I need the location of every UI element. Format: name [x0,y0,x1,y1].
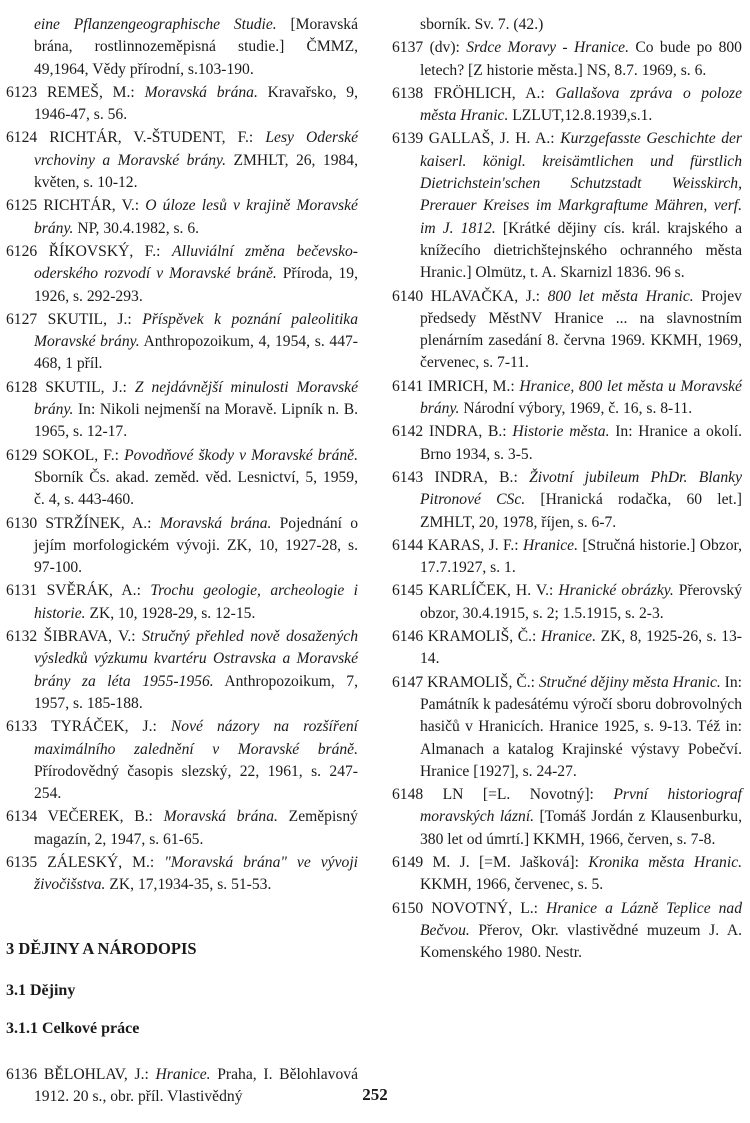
entry-author: (dv): [429,39,460,57]
bibliography-entry [6,241,358,308]
entry-title: Hranice. [155,1065,211,1083]
right-column [392,14,742,965]
entry-number: 6137 [392,39,424,57]
entry-title: Gallašova zpráva o poloze města Hranic. [420,84,742,125]
entry-title: Hranice. [523,536,578,554]
entry-details: In: Nikoli nejmenší na Moravě. Lipník n. B. 1965, s. 12-17. [34,401,358,441]
entry-author: SKUTIL, J.: [45,378,127,396]
entry-author: BĚLOHLAV, J.: [43,1065,149,1083]
entry-details: NP, 30.4.1982, s. 6. [73,219,200,237]
entry-number: 6131 [6,582,38,600]
bibliography-entry [6,445,358,512]
entry-details: Sborník Čs. akad. zeměd. věd. Lesnictví, 5, 1959, č. 4, s. 443-460. [34,468,358,509]
entry-title: Kurzgefasste Geschichte der kaiserl. königl. kreisämtlichen und fürstlich Dietrichstein'schen Schutzstadt Weisskirch, Prerauer Kreises im Markgraftume Mähren, verf. im J. 1812. [420,130,742,237]
entry-author: GALLAŠ, J. H. A.: [428,130,555,148]
entry-list [392,14,742,964]
entry-title: První historiograf moravských lázní. [420,786,742,826]
bibliography-entry [392,535,742,580]
entry-details: Národní výbory, 1969, č. 16, s. 8-11. [459,400,693,418]
entry-number: 6146 [392,628,424,646]
entry-number: 6150 [392,899,424,917]
entry-details: Praha, I. Bělohlavová 1912. 20 s., obr. příl. Vlastivědný [34,1065,358,1105]
bibliography-entry [392,128,742,284]
entry-number: 6143 [392,468,424,486]
entry-number: 6128 [6,378,38,396]
bibliography-entry [392,580,742,625]
entry-number: 6133 [6,718,38,736]
entry-number: 6139 [392,130,424,148]
entry-number: 6132 [6,628,38,646]
entry-author: INDRA, B.: [434,468,518,486]
bibliography-entry [392,898,742,965]
entry-number: 6130 [6,514,38,532]
entry-author: M. J. [=M. Jašková]: [432,853,579,871]
entry-details: Co bude po 800 letech? [Z historie města.] NS, 8.7. 1969, s. 6. [420,39,742,79]
entry-title: Trochu geologie, archeologie i historie. [34,582,358,622]
entry-title: "Moravská brána" ve vývoji živočišstva. [34,853,358,894]
entry-details: Příroda, 19, 1926, s. 292-293. [34,265,358,305]
bibliography-entry [392,421,742,466]
entry-details: [Stručná historie.] Obzor, 17.7.1927, s. 1. [420,536,742,577]
entry-number: 6123 [6,83,38,101]
entry-title: Hranické obrázky. [558,582,674,600]
entry-number: 6127 [6,310,38,328]
entry-title: Moravská brána. [163,808,278,826]
entry-number: 6140 [392,287,424,305]
entry-number: 6147 [392,673,424,691]
bibliography-entry [392,784,742,851]
bibliography-entry [6,82,358,127]
entry-details: In: Památník k padesátému výročí sboru dobrovolných hasičů v Hranicích. Hranice 1925, s. 9-13. Též in: Almanach a katalog Krajinské výstavy Pobečví. Hranice [1927], s. 24-27. [420,673,742,780]
entry-author: SOKOL, F.: [42,446,119,464]
entry-title: Alluviální změna bečevsko-oderského rozvodí v Moravské bráně. [34,242,358,283]
entry-author: INDRA, B.: [428,423,507,441]
entry-number: 6142 [392,423,424,441]
entry-details: [Krátké dějiny cís. král. krajského a knížecího dietrichštejnského ochranného města Hranic.] Olmütz, t. A. Skarnizl 1836. 96 s. [420,219,742,282]
entry-title: Hranice a Lázně Teplice nad Bečvou. [420,899,743,939]
entry-details: Přerov, Okr. vlastivědné muzeum J. A. Komenského 1980. Nestr. [420,921,742,962]
entry-title: Příspěvek k poznání paleolitika Moravské brány. [34,310,358,351]
entry-title: Hranice, 800 let města u Moravské brány. [420,377,742,418]
entry-author: ZÁLESKÝ, M.: [47,853,155,871]
entry-title: Srdce Moravy - Hranice. [466,39,629,57]
entry-number: 6148 [392,786,424,804]
entry-number: 6125 [6,197,38,215]
bibliography-entry [6,806,358,851]
entry-number: 6136 [6,1065,38,1083]
entry-author: KARLÍČEK, H. V.: [428,582,554,600]
bibliography-entry [392,672,742,783]
bibliography-entry [392,37,742,82]
entry-title: Nové názory na rozšíření maximálního zalednění v Moravské bráně. [34,718,358,758]
entry-author: HLAVAČKA, J.: [430,287,540,305]
entry-title: Životní jubileum PhDr. Blanky Pitronové CSc. [420,468,742,509]
entry-details: [Tomáš Jordán z Klausenburku, 380 let od úmrtí.] KKMH, 1966, červen, s. 7-8. [420,808,742,848]
entry-author: REMEŠ, M.: [46,83,135,101]
bibliography-entry [6,513,358,580]
bibliography-entry [6,14,358,81]
entry-number: 6144 [392,536,424,554]
entry-details: Projev předsedy MěstNV Hranice ... na slavnostním plenárním zasedání 8. června 1969. KKMH, 1969, červenec, s. 7-11. [420,287,742,372]
entry-title: Z nejdávnější minulosti Moravské brány. [34,378,358,419]
entry-title: Moravská brána. [144,83,258,101]
entry-author: STRŽÍNEK, A.: [45,514,152,532]
bibliography-entry [6,580,358,625]
entry-number: 6135 [6,853,38,871]
entry-details: Anthropozoikum, 4, 1954, s. 447-468, 1 příl. [34,333,358,373]
entry-author: TYRÁČEK, J.: [50,718,157,736]
entry-title: Moravská brána. [159,514,272,532]
entry-details: ZK, 17,1934-35, s. 51-53. [105,876,272,894]
entry-details: ZK, 10, 1928-29, s. 12-15. [85,604,256,622]
entry-title: Lesy Oderské vrchoviny a Moravské brány. [34,129,358,169]
section-heading: 3 DĚJINY A NÁRODOPIS [6,938,197,958]
entry-author: NOVOTNÝ, L.: [431,899,538,917]
bibliography-entry [392,14,742,36]
entry-number: 6134 [6,808,38,826]
entry-details: Pojednání o jejím morfologickém vývoji. ZK, 10, 1927-28, s. 97-100. [34,514,358,577]
entry-author: KRAMOLIŠ, Č.: [427,628,537,646]
entry-details: Anthropozoikum, 7, 1957, s. 185-188. [34,672,358,712]
entry-author: SKUTIL, J.: [47,310,132,328]
entry-number: 6149 [392,853,424,871]
entry-number: 6126 [6,242,38,260]
entry-details: LZLUT,12.8.1939,s.1. [508,107,653,125]
bibliography-entry [6,852,358,897]
entry-details: Zeměpisný magazín, 2, 1947, s. 61-65. [34,808,358,848]
bibliography-entry [6,716,358,805]
entry-author: FRÖHLICH, A.: [433,84,545,102]
entry-details: Kravařsko, 9, 1946-47, s. 56. [34,83,358,124]
bibliography-entry [392,467,742,534]
entry-title: 800 let města Hranic. [547,287,694,305]
entry-number: 6124 [6,129,38,147]
entry-details: Přírodovědný časopis slezský, 22, 1961, s. 247-254. [34,762,358,803]
bibliography-entry [6,377,358,444]
entry-author: VEČEREK, B.: [47,808,153,826]
entry-title: Stručný přehled nově dosažených výsledků výzkumu kvartéru Ostravska a Moravské brány za léta 1955-1956. [34,628,358,690]
entry-details: Přerovský obzor, 30.4.1915, s. 2; 1.5.1915, s. 2-3. [420,582,743,622]
bibliography-entry [6,626,358,715]
bibliography-entry [392,286,742,375]
entry-number: 6141 [392,377,424,395]
entry-details: In: Hranice a okolí. Brno 1934, s. 3-5. [420,423,742,463]
entry-author: LN [=L. Novotný]: [442,786,594,804]
entry-details: [Moravská brána, rostlinnozeměpisná studie.] ČMMZ, 49,1964, Vědy přírodní, s.103-190. [34,16,358,78]
entry-title: Hranice. [540,628,596,646]
entry-list [6,14,358,897]
bibliography-entry [392,83,742,128]
entry-title: O úloze lesů v krajině Moravské brány. [34,197,358,237]
entry-author: IMRICH, M.: [427,377,515,395]
entry-title: Stručné dějiny města Hranic. [538,673,721,691]
entry-title: eine Pflanzengeographische Studie. [34,16,277,33]
entry-author: RICHTÁR, V.: [43,197,140,215]
entry-details: ZK, 8, 1925-26, s. 13-14. [420,628,742,668]
subsubsection-heading: 3.1.1 Celkové práce [6,1019,140,1037]
entry-author: ŠIBRAVA, V.: [43,628,136,646]
entry-details: [Hranická rodačka, 60 let.] ZMHLT, 20, 1978, říjen, s. 6-7. [420,491,742,531]
entry-title: Povodňové škody v Moravské bráně. [124,446,359,464]
page-number: 252 [362,1085,388,1104]
entry-author: KARAS, J. F.: [427,536,519,554]
entry-author: RICHTÁR, V.-ŠTUDENT, F.: [49,129,254,147]
entry-number: 6129 [6,446,38,464]
entry-title: Kronika města Hranic. [588,853,743,871]
entry-author: KRAMOLIŠ, Č.: [427,673,535,691]
bibliography-entry [6,195,358,240]
entry-details: sborník. Sv. 7. (42.) [420,16,544,33]
bibliography-entry [392,852,742,897]
bibliography-entry [6,309,358,376]
entry-author: SVĚRÁK, A.: [46,582,141,600]
entry-details: KKMH, 1966, červenec, s. 5. [420,876,604,894]
entry-details: ZMHLT, 26, 1984, květen, s. 10-12. [34,151,358,192]
left-column [6,14,358,1109]
bibliography-entry [6,127,358,194]
entry-number: 6138 [392,84,424,102]
bibliography-entry [392,626,742,671]
bibliography-entry [392,376,742,421]
subsection-heading: 3.1 Dějiny [6,981,76,999]
entry-number: 6145 [392,582,424,600]
entry-author: ŘÍKOVSKÝ, F.: [48,242,161,260]
entry-title: Historie města. [512,423,610,441]
